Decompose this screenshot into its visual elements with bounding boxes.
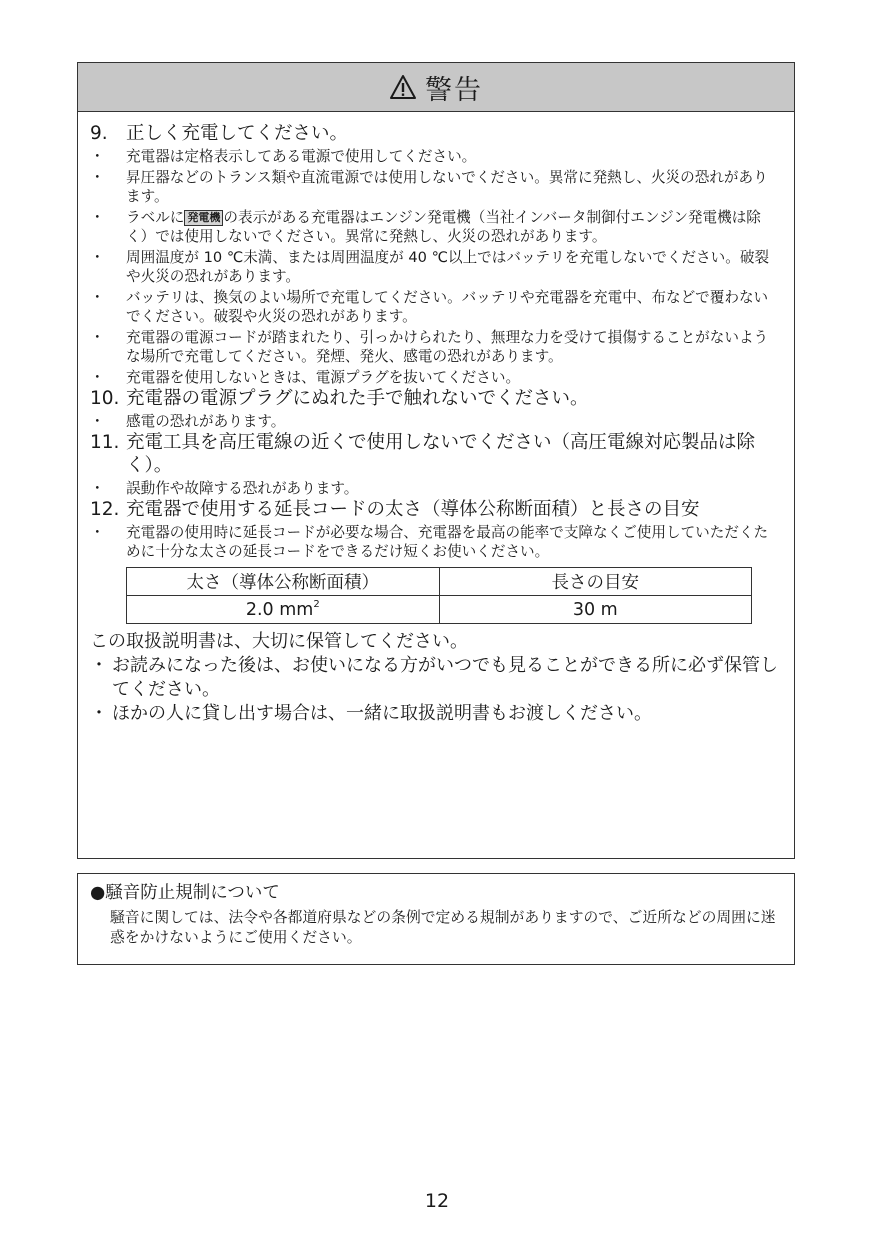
section-title-text: 充電器の電源プラグにぬれた手で触れないでください。 (126, 388, 589, 409)
table-row (127, 596, 752, 624)
table-cell-length: 30 m (439, 596, 751, 624)
closing-notes (90, 630, 782, 726)
closing-line: この取扱説明書は、大切に保管してください。 (90, 631, 468, 652)
warning-box (77, 62, 795, 859)
bullet-item: ・ 周囲温度が 10 ℃未満、または周囲温度が 40 ℃以上ではバッテリを充電しないでください。破裂や火災の恐れがあります。 (90, 248, 782, 286)
warning-triangle-icon (389, 74, 417, 100)
thickness-superscript: 2 (313, 599, 320, 610)
noise-text: 騒音に関しては、法令や各都道府県などの条例で定める規制がありますので、ご近所などの周囲に迷惑をかけないようにご使用ください。 (110, 909, 776, 946)
table-header: 長さの目安 (439, 568, 751, 596)
closing-bullet: ・ お読みになった後は、お使いになる方がいつでも見ることができる所に必ず保管してください。 (90, 654, 782, 702)
warning-body (78, 112, 794, 726)
bullet-item: ・ 充電器は定格表示してある電源で使用してください。 (90, 147, 782, 166)
noise-title: ●騒音防止規制について (90, 883, 280, 903)
table-cell-thickness (127, 596, 440, 624)
closing-bullet: ・ ほかの人に貸し出す場合は、一緒に取扱説明書もお渡しください。 (90, 702, 782, 726)
section-title-text: 正しく充電してください。 (126, 123, 349, 144)
bullet-item: ・ 充電器の電源コードが踏まれたり、引っかけられたり、無理な力を受けて損傷することがないような場所で充電してください。発煙、発火、感電の恐れがあります。 (90, 328, 782, 366)
section-title (90, 498, 782, 521)
section-title-text: 充電器で使用する延長コードの太さ（導体公称断面積）と長さの目安 (126, 499, 700, 520)
bullet-text: の表示がある充電器はエンジン発電機（当社インバータ制御付エンジン発電機は除く）では使用しないでください。異常に発熱し、火災の恐れがあります。 (126, 209, 761, 245)
table-header-row (127, 568, 752, 596)
bullet-item (90, 208, 782, 246)
bullet-text: ラベルに (126, 209, 185, 226)
section-number: 9. (90, 123, 108, 144)
bullet-item: ・ 昇圧器などのトランス類や直流電源では使用しないでください。異常に発熱し、火災の恐れがあります。 (90, 168, 782, 206)
bullet-item: ・ バッテリは、換気のよい場所で充電してください。バッテリや充電器を充電中、布などで覆わないでください。破裂や火災の恐れがあります。 (90, 288, 782, 326)
bullet-item: ・ 充電器を使用しないときは、電源プラグを抜いてください。 (90, 368, 782, 387)
section-title (90, 122, 782, 145)
section-title (90, 431, 782, 477)
section-title-text: 充電工具を高圧電線の近くで使用しないでください（高圧電線対応製品は除く）。 (126, 432, 756, 476)
warning-header (78, 63, 794, 112)
table-header: 太さ（導体公称断面積） (127, 568, 440, 596)
page-number: 12 (424, 1190, 450, 1212)
generator-label: 発電機 (184, 210, 223, 226)
bullet-item: ・ 誤動作や故障する恐れがあります。 (90, 479, 782, 498)
extension-cord-table (126, 567, 752, 624)
section-title (90, 387, 782, 410)
bullet-item: ・ 感電の恐れがあります。 (90, 412, 782, 431)
section-number: 10. (90, 388, 120, 409)
section-number: 11. (90, 432, 120, 453)
section-number: 12. (90, 499, 120, 520)
bullet-item: ・ 充電器の使用時に延長コードが必要な場合、充電器を最高の能率で支障なくご使用していただくために十分な太さの延長コードをできるだけ短くお使いください。 (90, 523, 782, 561)
noise-regulation-box (77, 873, 795, 965)
thickness-value: 2.0 mm (245, 600, 314, 620)
warning-title: 警告 (425, 74, 483, 106)
